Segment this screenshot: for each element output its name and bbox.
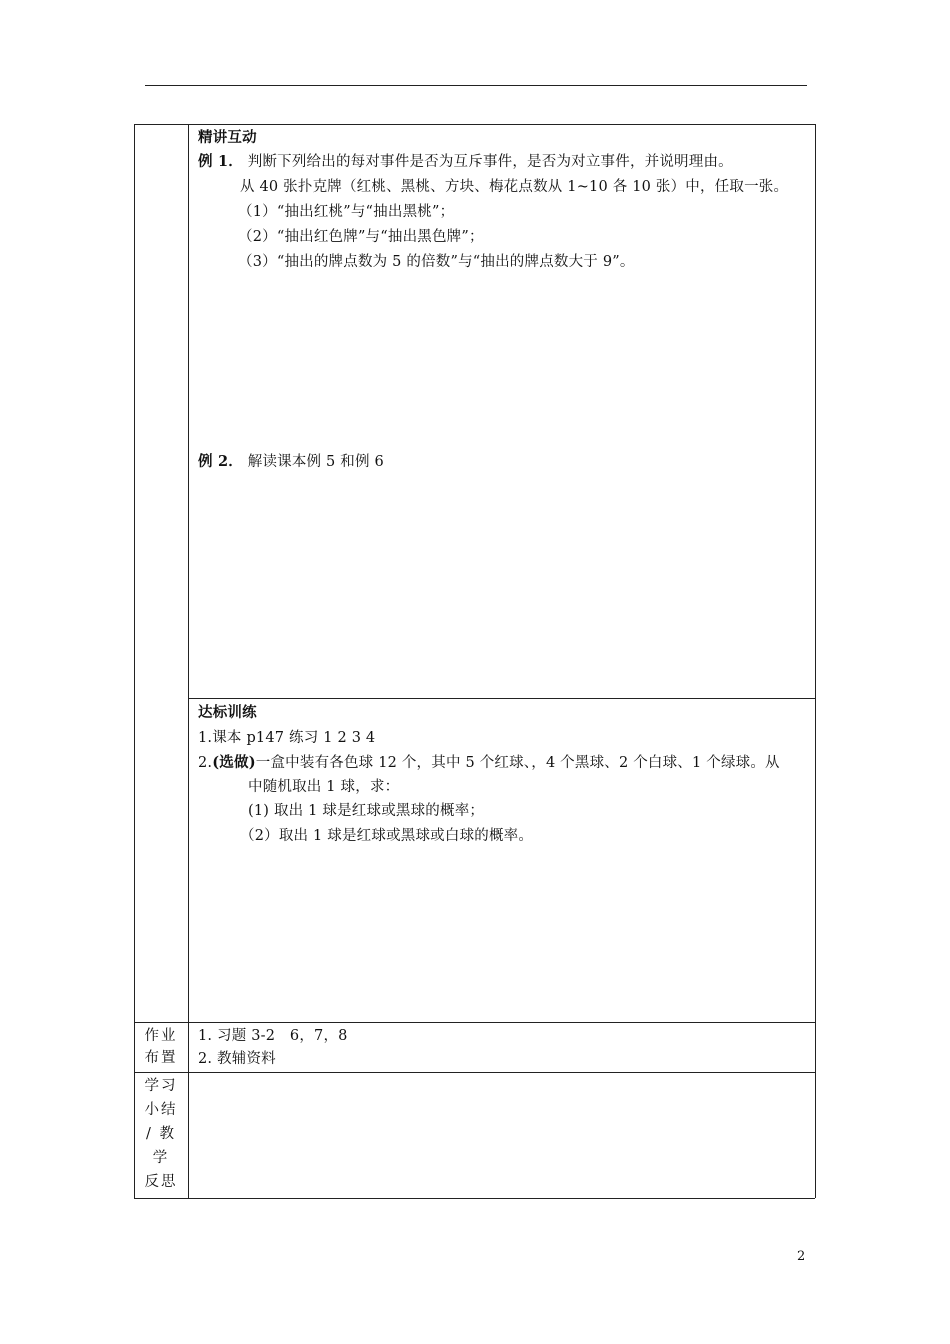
example1-line [198, 153, 733, 171]
example1-item-2: （2）“抽出红色牌”与“抽出黑色牌”； [238, 229, 484, 245]
practice-sub-1: (1) 取出 1 球是红球或黑球的概率； [248, 803, 485, 819]
example1-item-3: （3）“抽出的牌点数为 5 的倍数”与“抽出的牌点数大于 9”。 [238, 254, 635, 270]
practice-sub-2: （2）取出 1 球是红球或黑球或白球的概率。 [240, 828, 534, 844]
table-right-border [815, 124, 816, 1198]
section-heading: 精讲互动 [198, 129, 257, 146]
practice-section [188, 698, 815, 1022]
reflection-label-3: / 教 [146, 1126, 176, 1142]
reflection-label-4: 学 [152, 1150, 170, 1166]
homework-item-1: 1. 习题 3-2 6，7，8 [198, 1028, 348, 1044]
reflection-label-2: 小结 [144, 1102, 178, 1118]
practice-item-2-text: 一盒中装有各色球 12 个，其中 5 个红球、，4 个黑球、2 个白球、1 个绿球。从 [255, 755, 780, 771]
table-bottom-border [134, 1198, 815, 1199]
homework-row [134, 1022, 815, 1072]
optional-tag: (选做) [212, 754, 256, 771]
reflection-label-5: 反思 [144, 1174, 178, 1190]
header-rule [145, 85, 807, 86]
homework-label-2: 布置 [144, 1050, 178, 1066]
practice-item-2 [198, 754, 780, 772]
example2-line [198, 453, 384, 471]
reflection-label-1: 学习 [144, 1078, 178, 1094]
page-number: 2 [797, 1249, 806, 1264]
practice-item-2-prefix: 2. [198, 755, 213, 771]
lesson-table [134, 124, 815, 1198]
practice-item-2-cont: 中随机取出 1 球，求： [248, 779, 400, 795]
practice-heading: 达标训练 [198, 704, 257, 721]
example2-text: 解读课本例 5 和例 6 [247, 454, 384, 470]
homework-item-2: 2. 教辅资料 [198, 1051, 276, 1067]
reflection-row [134, 1072, 815, 1198]
example1-setup: 从 40 张扑克牌（红桃、黑桃、方块、梅花点数从 1~10 各 10 张）中，任取一张。 [240, 179, 789, 195]
example1-item-1: （1）“抽出红桃”与“抽出黑桃”； [238, 204, 455, 220]
example1-stem: 判断下列给出的每对事件是否为互斥事件，是否为对立事件，并说明理由。 [247, 154, 733, 170]
practice-item-1: 1.课本 p147 练习 1 2 3 4 [198, 730, 376, 746]
interactive-section [188, 124, 815, 698]
example1-label: 例 1． [198, 153, 243, 170]
homework-label-1: 作业 [144, 1028, 178, 1044]
example2-label: 例 2． [198, 453, 243, 470]
